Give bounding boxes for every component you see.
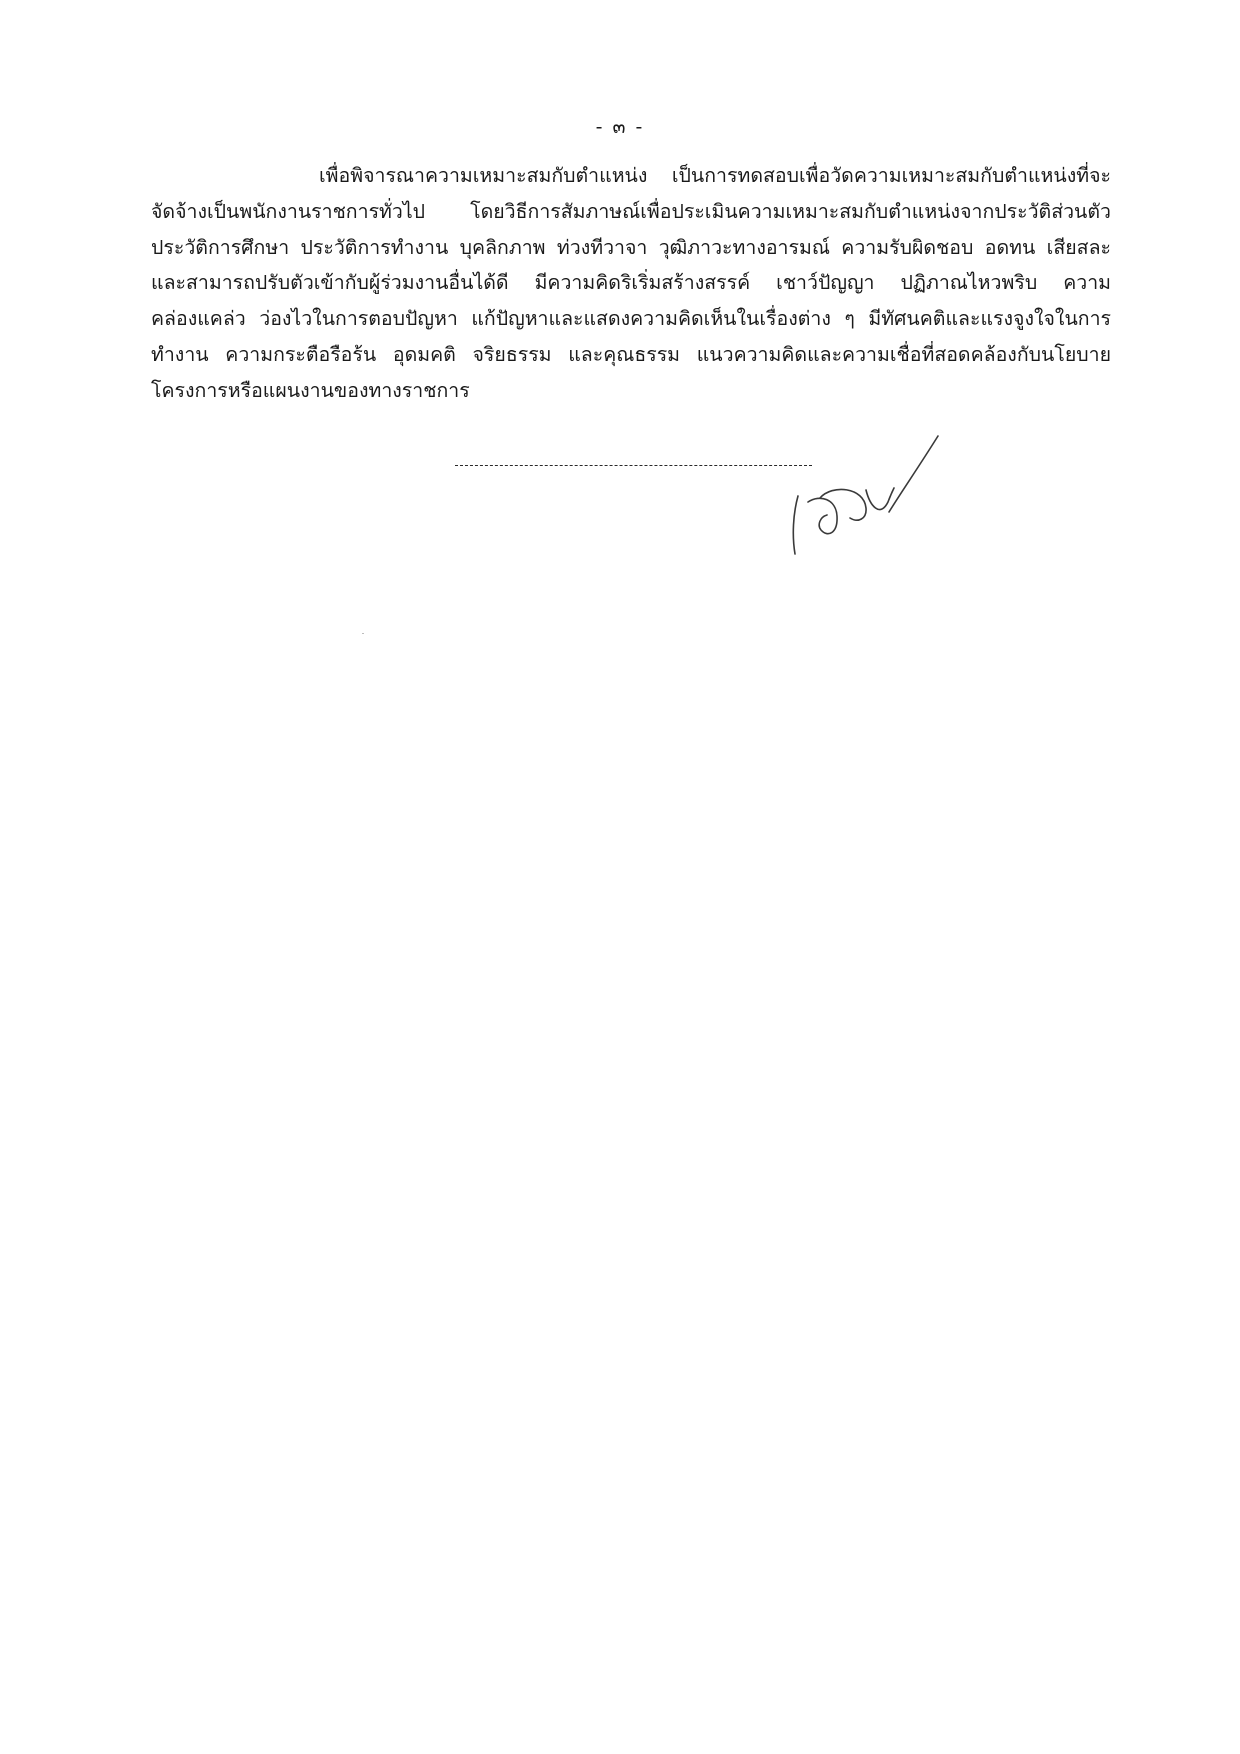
dashed-divider (455, 465, 812, 466)
page-number: - ๓ - (595, 116, 645, 138)
handwritten-signature (780, 432, 970, 572)
signature-stroke-4 (866, 488, 894, 510)
scan-speck (362, 633, 364, 634)
body-paragraph: เพื่อพิจารณาความเหมาะสมกับตำแหน่ง เป็นการทดสอบเพื่อวัดความเหมาะสมกับตำแหน่งที่จะจัดจ้างเป็นพนักงานราชการทั่วไป โดยวิธีการสัมภาษณ์เพื่อประเมินความเหมาะสมกับตำแหน่งจากประวัติส่วนตัว ประวัติการศึกษา ประวัติการทำงาน บุคลิกภาพ ท่วงทีวาจา วุฒิภาวะทางอารมณ์ ความรับผิดชอบ อดทน เสียสละ และสามารถปรับตัวเข้ากับผู้ร่วมงานอื่นได้ดี มีความคิดริเริ่มสร้างสรรค์ เชาว์ปัญญา ปฏิภาณไหวพริบ ความคล่องแคล่ว ว่องไวในการตอบปัญหา แก้ปัญหาและแสดงความคิดเห็นในเรื่องต่าง ๆ มีทัศนคติและแรงจูงใจในการทำงาน ความกระตือรือร้น อุดมคติ จริยธรรม และคุณธรรม แนวความคิดและความเชื่อที่สอดคล้องกับนโยบาย โครงการหรือแผนงานของทางราชการ (151, 164, 1111, 402)
signature-stroke-2 (808, 498, 837, 533)
signature-stroke-5 (889, 436, 938, 512)
signature-stroke-1 (793, 496, 798, 554)
